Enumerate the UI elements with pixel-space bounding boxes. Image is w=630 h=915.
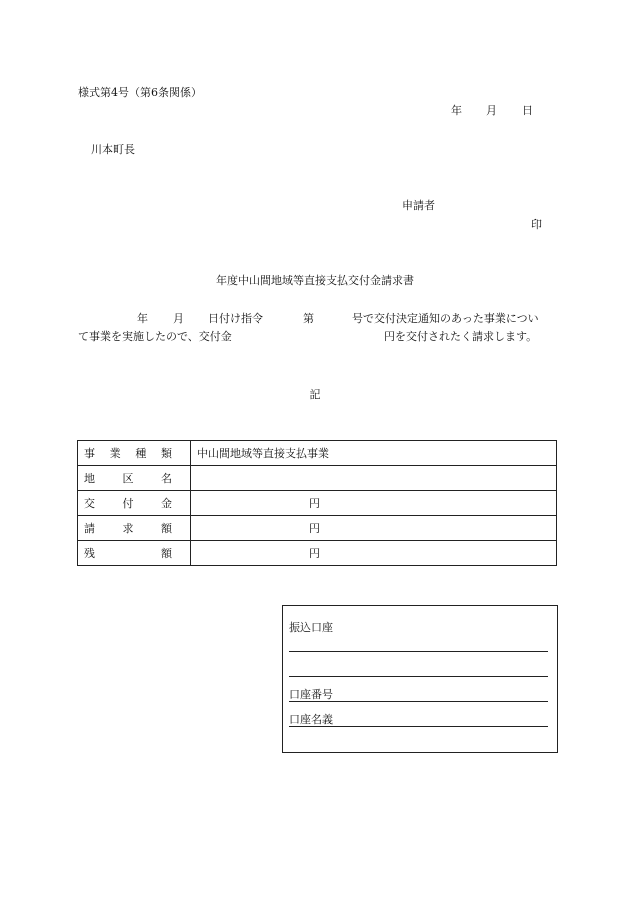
date-day-label: 日 [522,104,533,117]
row-value-cell[interactable] [191,466,557,491]
row-label-char: 求 [122,522,134,535]
body-line2-prefix: て事業を実施したので、交付金 [78,330,232,343]
table-row [78,516,557,541]
yen-unit: 円 [309,497,320,510]
body-number-prefix: 第 [303,312,314,325]
bank-account-box [282,605,558,753]
row-label [84,545,172,561]
table-row [78,466,557,491]
form-number: 様式第4号（第6条関係） [78,86,202,99]
row-value-cell[interactable] [191,491,557,516]
row-value: 中山間地域等直接支払事業 [197,447,329,460]
row-label-char: 請 [84,522,95,535]
account-number-label: 口座番号 [289,688,333,701]
row-label-char: 名 [161,472,172,485]
row-label-char: 額 [161,522,172,535]
row-label-char: 類 [160,447,172,460]
row-label-cell [78,441,191,466]
row-value-cell[interactable] [191,541,557,566]
yen-unit: 円 [309,547,320,560]
row-label-char: 残 [84,547,95,560]
table-row [78,541,557,566]
body-line1-suffix: 号で交付決定通知のあった事業につい [352,312,539,325]
row-label [84,445,172,461]
ki-heading: 記 [309,388,321,401]
bank-account-title: 振込口座 [289,621,333,634]
row-label-cell [78,491,191,516]
applicant-label: 申請者 [402,199,435,212]
row-label-char: 額 [161,547,172,560]
branch-name-line[interactable] [289,676,548,677]
row-label [84,495,172,511]
row-label-cell [78,541,191,566]
row-label-char: 地 [84,472,95,485]
body-month-label: 月 [173,312,184,325]
row-label-char: 種 [135,447,147,460]
row-label [84,470,172,486]
row-value-cell[interactable] [191,516,557,541]
row-label-char: 付 [122,497,134,510]
row-label-char: 事 [84,447,95,460]
row-label-cell [78,516,191,541]
detail-table [77,440,557,566]
seal-mark: 印 [531,218,542,231]
account-name-field[interactable] [289,714,548,727]
table-row [78,441,557,466]
account-number-field[interactable] [289,689,548,702]
date-month-label: 月 [486,104,497,117]
row-label-char: 業 [109,447,121,460]
row-label-char: 区 [122,472,134,485]
addressee: 川本町長 [91,143,135,156]
yen-unit: 円 [309,522,320,535]
row-label-cell [78,466,191,491]
date-year-label: 年 [451,104,462,117]
row-value-cell[interactable] [191,441,557,466]
bank-name-line[interactable] [289,651,548,652]
body-line2-yen-suffix: 円を交付されたく請求します。 [384,330,538,343]
row-label-char: 交 [84,497,95,510]
body-year-label: 年 [137,312,148,325]
body-date-directive: 日付け指令 [208,312,263,325]
row-label-char: 金 [161,497,172,510]
table-row [78,491,557,516]
row-label [84,520,172,536]
document-title: 年度中山間地域等直接支払交付金請求書 [216,274,414,287]
account-name-label: 口座名義 [289,713,333,726]
